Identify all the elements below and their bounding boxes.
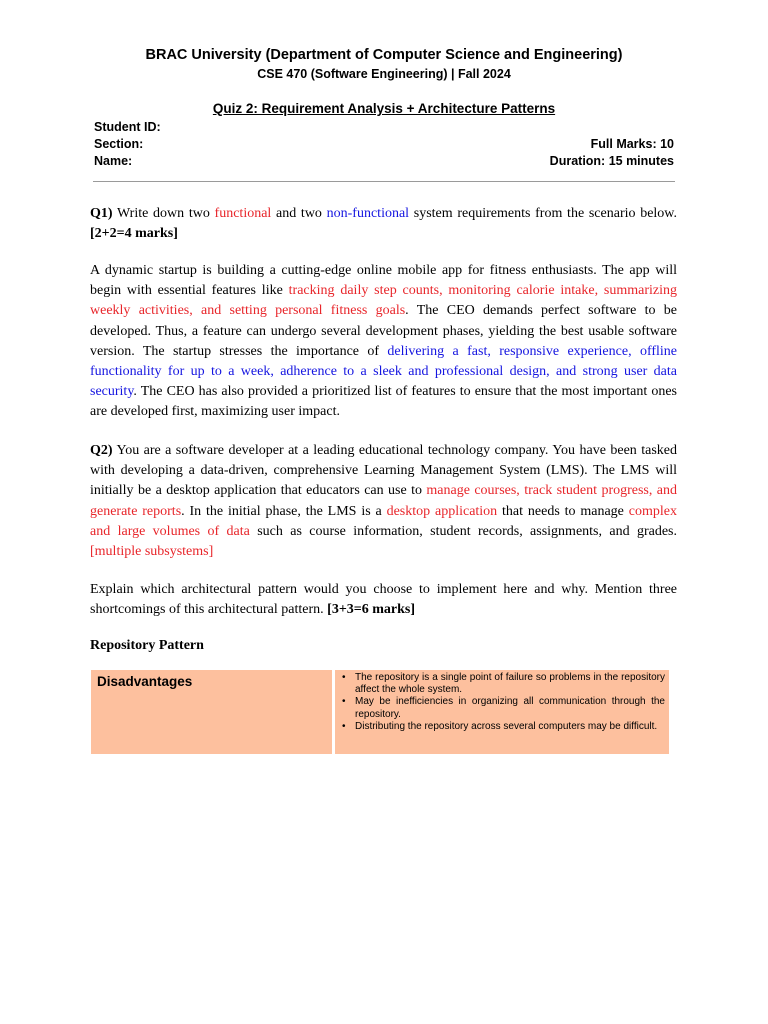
scenario-text-3: . The CEO has also provided a prioritized list of features to ensure that the most important ones are developed first, maximizing user impact. <box>90 384 677 420</box>
q2-text-2: . In the initial phase, the LMS is a <box>181 503 387 519</box>
name-label: Name: <box>94 154 133 168</box>
q2-highlight-2: desktop application <box>386 503 498 519</box>
q2-label: Q2) <box>90 443 113 458</box>
scenario-nonfunctional-highlight: delivering a fast, responsive experience, offline functionality for up to a week, adherence to a sleek and professional design, and strong user data security <box>90 343 678 400</box>
disadvantages-list-cell <box>335 670 669 754</box>
q1-text-1: Write down two <box>112 206 215 221</box>
q2-text-4: such as course information, student records, assignments, and grades. <box>249 523 677 539</box>
scenario-text-2: . The CEO demands perfect software to be developed. Thus, a feature can undergo several development phases, yielding the best usable software version. The startup stresses the importance of <box>90 303 678 359</box>
university-title: BRAC University (Department of Computer Science and Engineering) <box>145 47 623 63</box>
question-2 <box>90 441 677 562</box>
scenario-functional-highlight: tracking daily step counts, monitoring calorie intake, summarizing weekly activities, and setting personal fitness goals <box>90 283 678 319</box>
disadvantage-item: • May be inefficiencies in organizing all communication through the repository. <box>355 696 665 720</box>
q1-functional: functional <box>214 206 272 221</box>
explain-question <box>90 580 677 620</box>
explain-text: Explain which architectural pattern would you choose to implement here and why. Mention three shortcomings of this architectural pattern. <box>90 582 677 618</box>
q2-text-1: You are a software developer at a leading educational technology company. You have been tasked with developing a data-driven, comprehensive Learning Management System (LMS). The LMS will initially be a desktop application that educators can use to <box>90 443 677 499</box>
student-id-label: Student ID: <box>94 120 161 134</box>
q1-text-2: and two <box>271 206 327 221</box>
q1-marks: [2+2=4 marks] <box>90 226 178 242</box>
disadvantage-item: • The repository is a single point of failure so problems in the repository affect the whole system. <box>355 672 665 696</box>
disadvantages-list <box>339 672 665 733</box>
q2-text-3: that needs to manage <box>497 503 629 519</box>
q2-highlight-3: complex and large volumes of data <box>90 503 677 539</box>
q1-non-functional: non-functional <box>326 206 410 221</box>
explain-marks: [3+3=6 marks] <box>327 602 416 618</box>
answer-heading-text: Repository Pattern <box>90 638 204 653</box>
disadvantages-label: Disadvantages <box>91 670 332 754</box>
disadvantage-item: • Distributing the repository across several computers may be difficult. <box>355 721 665 733</box>
disadvantages-table <box>91 670 669 754</box>
q2-highlight-4: [multiple subsystems] <box>90 544 214 560</box>
full-marks: Full Marks: 10 <box>590 137 674 151</box>
scenario-text-1: A dynamic startup is building a cutting-edge online mobile app for fitness enthusiasts. The app will begin with essential features like <box>90 263 677 299</box>
answer-heading <box>90 636 677 656</box>
q2-highlight-1: manage courses, track student progress, and generate reports <box>90 483 677 519</box>
q1-text-3: system requirements from the scenario below. <box>409 206 678 221</box>
quiz-title: Quiz 2: Requirement Analysis + Architecture Patterns <box>212 101 556 116</box>
header-divider <box>93 181 675 182</box>
course-title: CSE 470 (Software Engineering) | Fall 2024 <box>257 67 511 81</box>
duration: Duration: 15 minutes <box>549 154 674 168</box>
question-1 <box>90 204 677 244</box>
q1-label: Q1) <box>90 206 113 221</box>
scenario-paragraph <box>90 261 677 423</box>
section-label: Section: <box>94 137 144 151</box>
